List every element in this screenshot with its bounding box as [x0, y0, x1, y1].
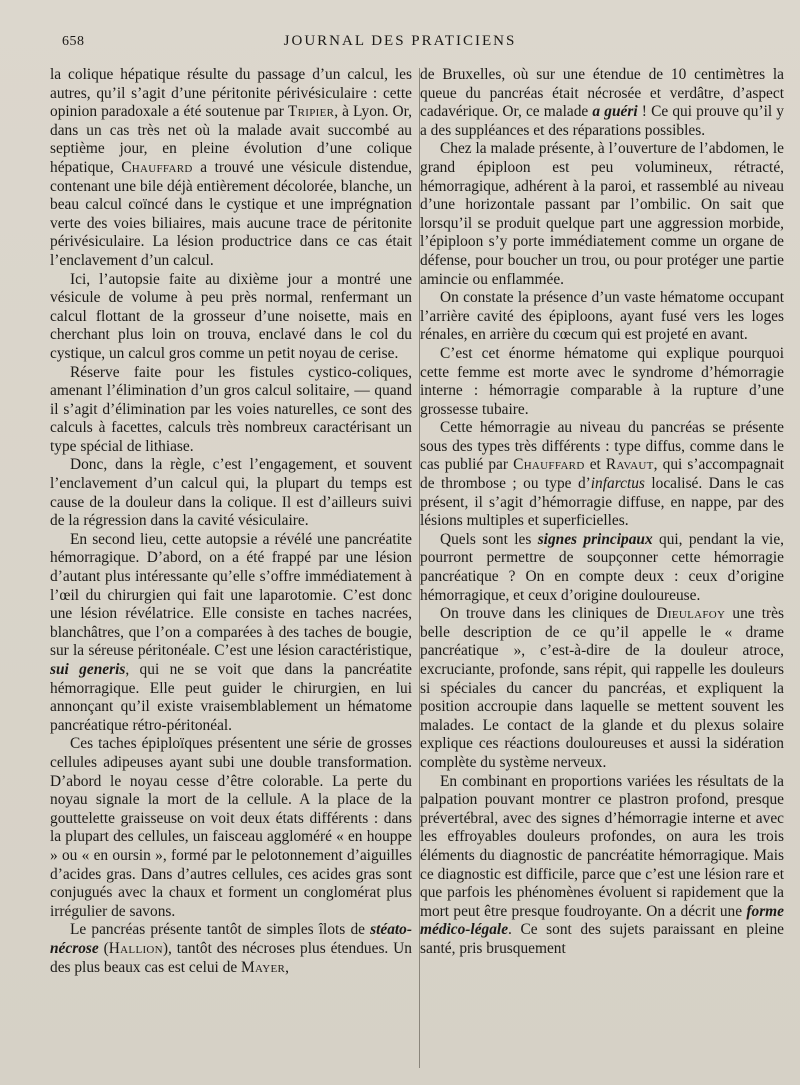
text-run: On constate la présence d’un vaste hématome occupant l’arrière cavité des épiploons, ayant fusé vers les loges rénales, en arrière du cœcum qui est projeté en avant.	[420, 289, 784, 344]
paragraph	[50, 271, 412, 364]
text-run: . Ce sont des sujets paraissant en pleine santé, pris brusquement	[420, 921, 784, 957]
text-run: (	[98, 939, 109, 957]
emphasis-text: sui generis	[50, 661, 126, 678]
text-run: une très belle description de ce qu’il appelle le « drame pancréatique », c’est-à-dire de la douleur atroce, excruciante, profonde, sans répit, qui rappelle les douleurs si spéciales du cancer du pancréas, et expliquent la position accroupie dans laquelle se mettent souvent les malades. Le contact de la glande et du plexus solaire explique ces réactions douloureuses et aussi la sidération complète du système nerveux.	[420, 605, 784, 771]
paragraph	[420, 605, 784, 772]
text-run: Cette hémorragie au niveau du pancréas se présente sous des types très différents : type diffus, comme dans le cas publié par	[420, 419, 784, 474]
text-run: Chez la malade présente, à l’ouverture de l’abdomen, le grand épiploon est peu volumineux, rétracté, hémorragique, adhérent à la paroi, et rassemblé au niveau d’une horizontale passant par l’ombilic. On sait que lorsqu’il se produit quelque part une aggression morbide, l’épiploon s’y porte immédiatement comme un organe de défense, pour boucher un trou, ou pour protéger une partie amincie ou enflammée.	[420, 140, 784, 288]
right-column	[420, 66, 784, 1076]
paragraph	[50, 364, 412, 457]
paragraph	[50, 735, 412, 921]
continued-paragraph	[50, 66, 412, 271]
left-column	[50, 66, 412, 1076]
text-run: de Bruxelles, où sur une étendue de 10 centimètres la queue du pancréas était nécrosée et verdâtre, d’aspect cadavérique. Or, ce malade	[420, 66, 784, 121]
author-name: Chauffard	[121, 158, 193, 176]
text-run: Ici, l’autopsie faite au dixième jour a montré une vésicule de volume à peu près normal, renfermant un calcul flottant de la grosseur d’une noisette, mais en cherchant plus loin on trouva, enclavé dans le col du cystique, un calcul gros comme un petit noyau de cerise.	[50, 270, 412, 362]
text-run: , à Lyon. Or, dans un cas très net où la malade avait succombé au septième jour, en pleine évolution d’une colique hépatique,	[50, 103, 412, 176]
paragraph	[420, 345, 784, 419]
text-run: qui, pendant la vie, pourront permettre de soupçonner cette hémorragie pancréatique ? On en compte deux : ceux d’origine hémorragique, et ceux d’origine douloureuse.	[420, 530, 785, 604]
text-run: ), tantôt des nécroses plus étendues. Un des plus beaux cas est celui de	[50, 939, 412, 976]
author-name: Chauffard	[513, 456, 585, 474]
author-name: Hallion	[108, 939, 163, 957]
paragraph	[50, 456, 412, 530]
emphasis-text: infarctus	[590, 475, 645, 493]
text-run: a trouvé une vésicule distendue, contenant une bile déjà entièrement décolorée, blanche, un beau calcul coïncé dans le cystique et une imprégnation verte des voies biliaires, mais aucune trace de péritonite périvésiculaire. La lésion productrice dans ce cas était l’enclavement d’un calcul.	[50, 158, 412, 269]
text-run: C’est cet énorme hématome qui explique pourquoi cette femme est morte avec le syndrome d’hémorragie interne : hémorragie comparable à la rupture d’une grossesse tubaire.	[420, 344, 784, 418]
author-name: Tripier	[287, 103, 335, 121]
paragraph	[420, 140, 784, 289]
author-name: Mayer	[241, 958, 286, 976]
text-run: localisé. Dans le cas présent, il s’agit d’hémorragie diffuse, en nappe, par des lésions multiples et superficielles.	[420, 475, 784, 530]
text-run: Ces taches épiploïques présentent une série de grosses cellules adipeuses ayant subi une double transformation. D’abord le noyau cesse d’être colorable. La perte du noyau signale la mort de la cellule. A la place de la gouttelette graisseuse on voit deux états différents : dans la plupart des cellules, un faisceau aggloméré « en houppe » ou « en oursin », formé par le pelotonnement d’aiguilles d’acides gras. Dans d’autres cellules, ces acides gras sont conjugués avec la chaux et forment un conglomérat plus irrégulier de savons.	[50, 735, 412, 920]
text-columns	[50, 66, 785, 1076]
page-number: 658	[62, 34, 85, 49]
text-run: Quels sont les	[440, 530, 538, 548]
paragraph	[420, 289, 784, 345]
text-run: , qui ne se voit que dans la pancréatite hémorragique. Elle peut guider le chirurgien, en lui annonçant qu’il existe vraisemblablement un hématome pancréatique rétro-péritonéal.	[50, 661, 412, 734]
emphasis-text: a guéri	[592, 103, 638, 121]
paragraph	[420, 531, 784, 605]
author-name: Ravaut	[605, 456, 654, 474]
emphasis-text: stéato-nécrose	[50, 921, 412, 957]
paragraph	[420, 773, 784, 959]
text-run: la colique hépatique résulte du passage d’un calcul, les autres, qu’il s’agit d’une péritonite périvésiculaire : cette opinion paradoxale a été soutenue par	[50, 66, 412, 121]
emphasis-text: signes principaux	[537, 530, 653, 548]
text-run: Le pancréas présente tantôt de simples îlots de	[70, 921, 371, 939]
text-run: et	[584, 456, 606, 474]
running-title: JOURNAL DES PRATICIENS	[283, 33, 517, 49]
paragraph	[420, 419, 784, 531]
emphasis-text: forme médico-légale	[420, 902, 784, 939]
paragraph	[50, 921, 412, 977]
text-run: En second lieu, cette autopsie a révélé une pancréatite hémorragique. D’abord, on a été frappé par une lésion d’autant plus intéressante qu’elle s’offre immédiatement à l’œil du chirurgien qui fait une laparotomie. C’est donc une lésion révélatrice. Elle consiste en taches nacrées, blanchâtres, que l’on a comparées à des taches de bougie, sur la séreuse péritonéale. C’est une lésion caractéristique,	[50, 530, 412, 660]
text-run: Donc, dans la règle, c’est l’engagement, et souvent l’enclavement d’un calcul qui, la plupart du temps est cause de la douleur dans la colique. Il est d’ailleurs suivi de la régression dans la cavité vésiculaire.	[50, 456, 412, 530]
author-name: Dieulafoy	[656, 605, 726, 623]
paragraph	[50, 531, 412, 736]
text-run: , qui s’accompagnait de thrombose ; ou type d’	[420, 456, 784, 493]
text-run: Réserve faite pour les fistules cystico-coliques, amenant l’élimination d’un gros calcul solitaire, — quand il s’agit d’élimination par les voies naturelles, ce sont des calculs à facettes, calculs très nombreux caractérisant un type spécial de lithiase.	[50, 363, 412, 455]
text-run: ! Ce qui prouve qu’il y a des suppléances et des réparations possibles.	[420, 103, 784, 139]
text-run: En combinant en proportions variées les résultats de la palpation pouvant montrer ce plastron profond, presque prévertébral, avec des signes d’hémorragie interne et avec les effroyables douleurs profondes, on aura les trois éléments du diagnostic de pancréatite hémorragique. Mais ce diagnostic est difficile, parce que c’est une lésion rare et que parfois les phénomènes évoluent si rapidement que la mort peut être presque foudroyante. On a décrit une	[420, 772, 784, 920]
text-run: On trouve dans les cliniques de	[440, 605, 657, 623]
continued-paragraph	[420, 66, 784, 140]
text-run: ,	[285, 958, 290, 976]
